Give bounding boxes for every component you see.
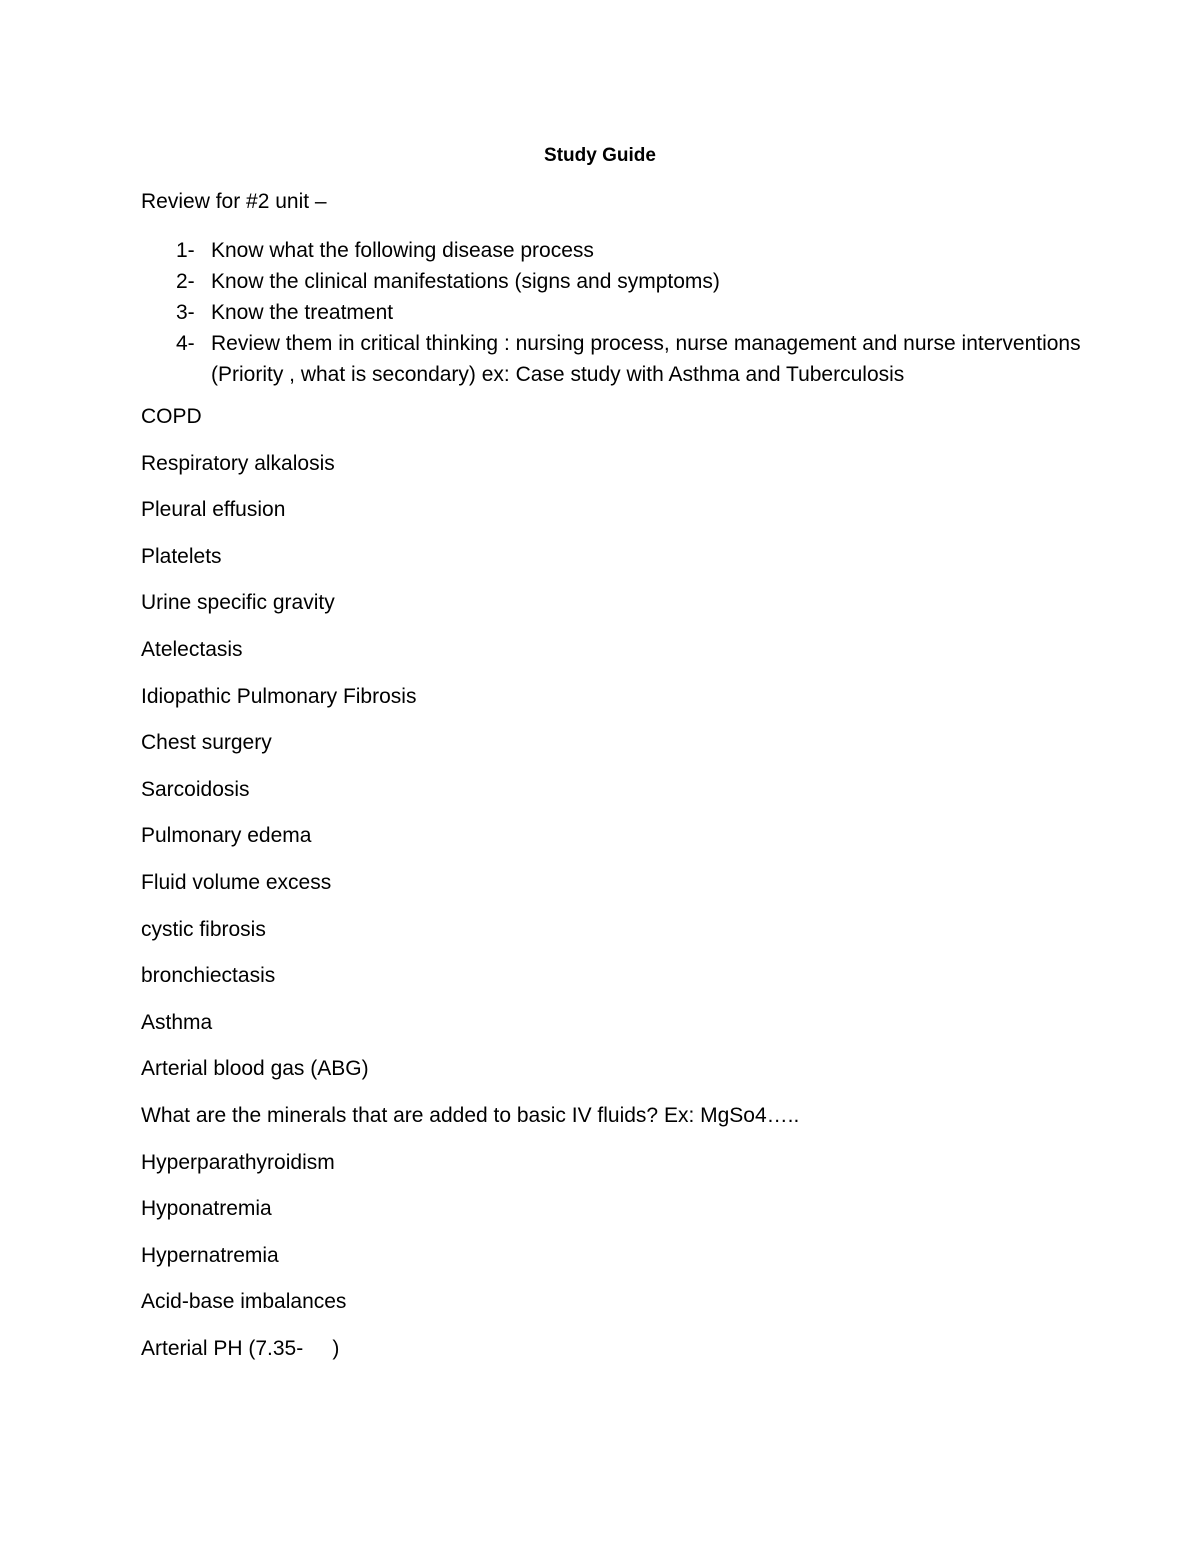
topic-item: bronchiectasis (141, 964, 276, 988)
topic-item: Urine specific gravity (141, 591, 335, 615)
topic-item: Arterial blood gas (ABG) (141, 1057, 369, 1081)
review-step (176, 235, 1136, 266)
topic-item: Pleural effusion (141, 498, 286, 522)
topic-item: COPD (141, 405, 202, 428)
topic-item: Hypernatremia (141, 1243, 279, 1267)
intro-line: Review for #2 unit – (141, 190, 327, 213)
topic-item: Idiopathic Pulmonary Fibrosis (141, 684, 417, 708)
topic-item: cystic fibrosis (141, 917, 266, 941)
step-text: Review them in critical thinking : nursing process, nurse management and nurse interventions (Priority , what is secondary) ex: Case study with Asthma and Tuberculosis (211, 332, 1081, 386)
step-text: Know what the following disease process (211, 239, 594, 262)
topic-item: What are the minerals that are added to basic IV fluids? Ex: MgSo4….. (141, 1103, 800, 1127)
review-steps-list (176, 235, 1136, 390)
topic-item: Pulmonary edema (141, 824, 312, 848)
step-number: 4- (176, 332, 195, 355)
topic-item: Hyperparathyroidism (141, 1150, 335, 1174)
topic-item: Chest surgery (141, 731, 272, 755)
topic-item: Fluid volume excess (141, 870, 332, 894)
step-text: Know the treatment (211, 301, 394, 324)
document-title: Study Guide (544, 145, 656, 166)
topic-item: Sarcoidosis (141, 777, 250, 801)
topic-item: Asthma (141, 1010, 213, 1034)
topic-item: Respiratory alkalosis (141, 451, 335, 475)
review-step (176, 266, 1136, 297)
step-number: 2- (176, 270, 195, 293)
topic-item: Acid-base imbalances (141, 1290, 347, 1314)
topics-list (141, 404, 1141, 1382)
step-number: 3- (176, 301, 195, 324)
review-step (176, 297, 1136, 328)
review-step (176, 328, 1136, 390)
topic-item: Arterial PH (7.35- ) (141, 1336, 340, 1360)
step-number: 1- (176, 239, 195, 262)
step-text: Know the clinical manifestations (signs and symptoms) (211, 270, 720, 293)
topic-item: Platelets (141, 544, 222, 568)
topic-item: Atelectasis (141, 637, 243, 661)
topic-item: Hyponatremia (141, 1197, 272, 1221)
